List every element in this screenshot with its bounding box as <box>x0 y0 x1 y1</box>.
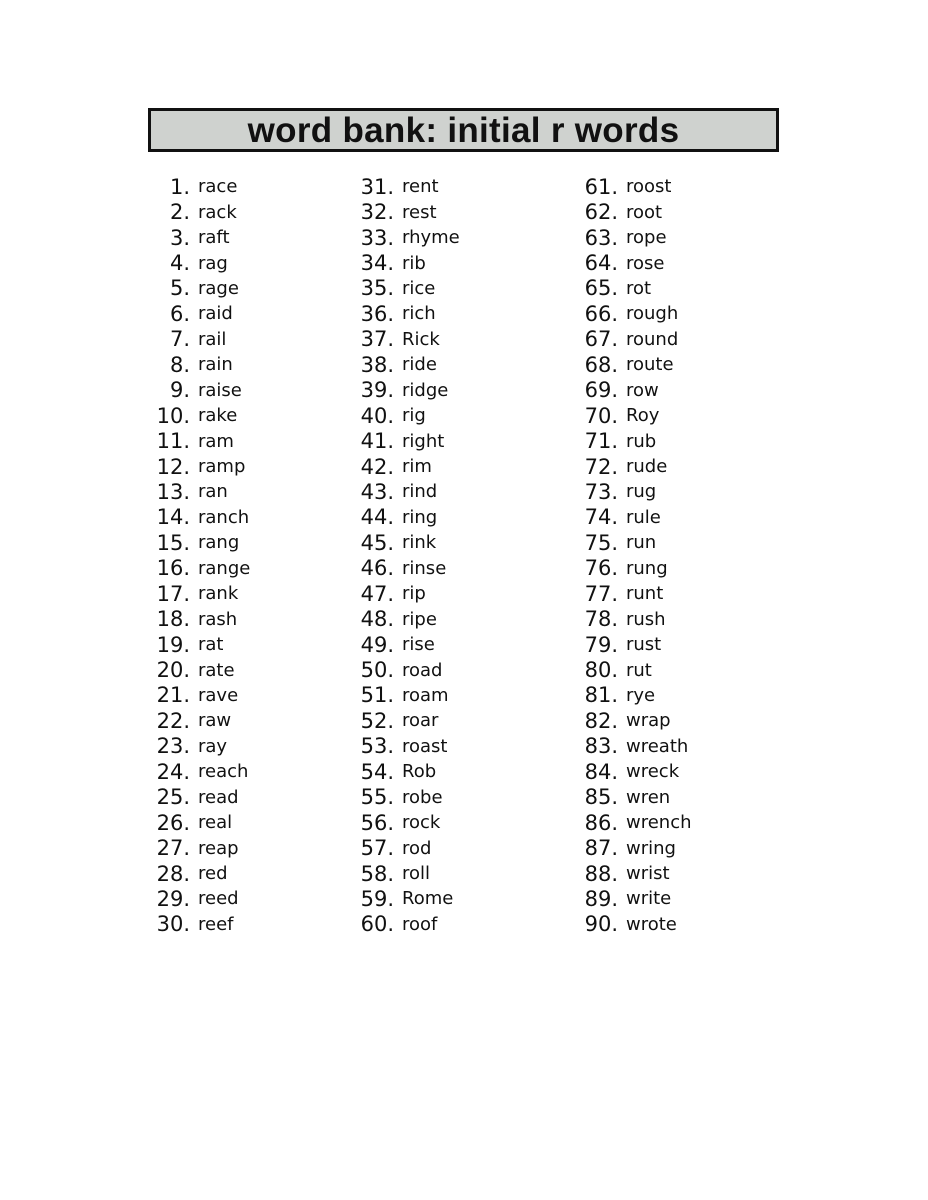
word-text: rose <box>626 252 665 274</box>
word-list-item <box>570 174 692 199</box>
word-number: 18. <box>156 607 190 632</box>
word-text: road <box>402 659 443 681</box>
word-number: 84. <box>584 759 618 784</box>
word-text: rent <box>402 176 439 198</box>
word-list-item <box>142 378 250 403</box>
word-list-item <box>346 810 460 835</box>
word-text: ram <box>198 430 234 452</box>
word-text: ripe <box>402 608 437 630</box>
word-text: Rome <box>402 888 454 910</box>
word-text: rub <box>626 430 657 452</box>
word-number: 24. <box>156 759 190 784</box>
word-list-item <box>346 454 460 479</box>
word-list-item <box>570 327 692 352</box>
word-list-item <box>570 785 692 810</box>
word-list-item <box>570 632 692 657</box>
word-text: rot <box>626 277 652 299</box>
word-number: 66. <box>584 301 618 326</box>
word-text: ray <box>198 735 228 757</box>
word-text: wring <box>626 837 676 859</box>
word-text: run <box>626 532 657 554</box>
word-number: 89. <box>584 886 618 911</box>
word-number: 33. <box>360 225 394 250</box>
word-list-item <box>142 683 250 708</box>
word-number: 73. <box>584 479 618 504</box>
word-text: Rob <box>402 761 437 783</box>
word-number: 48. <box>360 607 394 632</box>
word-number: 44. <box>360 505 394 530</box>
word-number: 90. <box>584 912 618 937</box>
word-list-item <box>570 454 692 479</box>
word-list-item <box>346 632 460 657</box>
word-list-item <box>142 556 250 581</box>
word-list-item <box>346 835 460 860</box>
page-title: word bank: initial r words <box>247 110 680 150</box>
word-list-item <box>346 301 460 326</box>
word-text: rate <box>198 659 235 681</box>
word-text: reef <box>198 913 234 935</box>
word-number: 72. <box>584 454 618 479</box>
word-number: 52. <box>360 708 394 733</box>
word-list-item <box>570 199 692 224</box>
word-number: 23. <box>156 734 190 759</box>
word-list-item <box>142 581 250 606</box>
word-list-item <box>570 428 692 453</box>
word-text: range <box>198 557 251 579</box>
word-text: round <box>626 328 679 350</box>
word-list-item <box>346 378 460 403</box>
word-list-item <box>346 428 460 453</box>
word-number: 5. <box>169 276 190 301</box>
word-number: 8. <box>169 352 190 377</box>
word-number: 11. <box>156 429 190 454</box>
word-text: ran <box>198 481 228 503</box>
word-list-item <box>346 199 460 224</box>
word-text: rice <box>402 277 436 299</box>
word-text: wreck <box>626 761 680 783</box>
word-list-item <box>142 785 250 810</box>
word-list-item <box>570 403 692 428</box>
word-text: rag <box>198 252 228 274</box>
word-number: 51. <box>360 683 394 708</box>
word-number: 10. <box>156 403 190 428</box>
word-text: Roy <box>626 405 660 427</box>
word-number: 43. <box>360 479 394 504</box>
title-banner <box>148 108 779 152</box>
word-text: reap <box>198 837 239 859</box>
word-text: rank <box>198 583 239 605</box>
word-number: 45. <box>360 530 394 555</box>
word-number: 40. <box>360 403 394 428</box>
word-list-item <box>570 581 692 606</box>
word-list-item <box>142 454 250 479</box>
word-number: 82. <box>584 708 618 733</box>
word-list-item <box>346 403 460 428</box>
word-number: 68. <box>584 352 618 377</box>
word-text: rhyme <box>402 227 460 249</box>
word-text: roost <box>626 176 672 198</box>
word-text: wrote <box>626 913 677 935</box>
word-number: 56. <box>360 810 394 835</box>
word-list-item <box>142 505 250 530</box>
word-text: rat <box>198 634 224 656</box>
word-text: row <box>626 379 659 401</box>
word-text: roar <box>402 710 439 732</box>
word-list-item <box>142 428 250 453</box>
word-list-item <box>142 301 250 326</box>
word-number: 71. <box>584 429 618 454</box>
word-list-item <box>142 174 250 199</box>
word-number: 41. <box>360 429 394 454</box>
word-list-item <box>346 276 460 301</box>
word-list-item <box>570 886 692 911</box>
word-list-item <box>346 886 460 911</box>
word-text: rock <box>402 812 441 834</box>
word-number: 26. <box>156 810 190 835</box>
word-list-item <box>346 683 460 708</box>
word-number: 46. <box>360 556 394 581</box>
word-number: 88. <box>584 861 618 886</box>
word-text: rough <box>626 303 679 325</box>
word-number: 63. <box>584 225 618 250</box>
word-number: 81. <box>584 683 618 708</box>
word-number: 7. <box>169 327 190 352</box>
word-text: rind <box>402 481 438 503</box>
word-list-item <box>142 403 250 428</box>
word-text: wrist <box>626 863 670 885</box>
word-list-item <box>142 225 250 250</box>
word-number: 47. <box>360 581 394 606</box>
word-text: runt <box>626 583 664 605</box>
word-number: 65. <box>584 276 618 301</box>
word-number: 13. <box>156 479 190 504</box>
word-text: Rick <box>402 328 440 350</box>
word-list-item <box>142 276 250 301</box>
word-number: 20. <box>156 658 190 683</box>
word-number: 60. <box>360 912 394 937</box>
word-number: 31. <box>360 174 394 199</box>
word-number: 36. <box>360 301 394 326</box>
word-list-item <box>142 810 250 835</box>
word-number: 76. <box>584 556 618 581</box>
word-number: 30. <box>156 912 190 937</box>
word-text: race <box>198 176 238 198</box>
word-list-item <box>142 835 250 860</box>
word-list-item <box>346 785 460 810</box>
word-list-item <box>142 250 250 275</box>
word-list-item <box>570 505 692 530</box>
word-text: raft <box>198 227 230 249</box>
word-number: 4. <box>169 251 190 276</box>
word-text: ranch <box>198 506 250 528</box>
word-list-item <box>570 352 692 377</box>
word-number: 9. <box>169 378 190 403</box>
word-text: rest <box>402 201 437 223</box>
word-list-item <box>142 479 250 504</box>
word-list-item <box>142 708 250 733</box>
word-list-item <box>346 225 460 250</box>
word-text: rinse <box>402 557 447 579</box>
word-list-item <box>346 352 460 377</box>
word-text: rink <box>402 532 437 554</box>
word-text: right <box>402 430 445 452</box>
word-text: roam <box>402 684 449 706</box>
word-list-item <box>346 530 460 555</box>
word-number: 37. <box>360 327 394 352</box>
word-list-item <box>142 327 250 352</box>
word-text: ridge <box>402 379 449 401</box>
word-text: rule <box>626 506 661 528</box>
word-list-item <box>142 861 250 886</box>
word-number: 77. <box>584 581 618 606</box>
word-number: 75. <box>584 530 618 555</box>
word-column-3 <box>570 174 692 937</box>
word-number: 64. <box>584 251 618 276</box>
word-text: ramp <box>198 456 246 478</box>
word-number: 3. <box>169 225 190 250</box>
word-text: rung <box>626 557 668 579</box>
word-text: red <box>198 863 228 885</box>
word-list-item <box>570 276 692 301</box>
word-list-item <box>142 530 250 555</box>
word-number: 62. <box>584 200 618 225</box>
word-text: rain <box>198 354 233 376</box>
word-number: 27. <box>156 836 190 861</box>
word-number: 79. <box>584 632 618 657</box>
word-number: 85. <box>584 785 618 810</box>
word-list-item <box>142 734 250 759</box>
word-list-item <box>570 556 692 581</box>
word-number: 14. <box>156 505 190 530</box>
word-number: 38. <box>360 352 394 377</box>
word-number: 34. <box>360 251 394 276</box>
word-list-item <box>346 250 460 275</box>
word-number: 35. <box>360 276 394 301</box>
word-text: rage <box>198 277 239 299</box>
word-list-item <box>346 505 460 530</box>
word-number: 15. <box>156 530 190 555</box>
word-number: 59. <box>360 886 394 911</box>
word-number: 16. <box>156 556 190 581</box>
word-number: 54. <box>360 759 394 784</box>
word-list-item <box>570 250 692 275</box>
word-list-item <box>142 912 250 937</box>
word-number: 74. <box>584 505 618 530</box>
word-number: 78. <box>584 607 618 632</box>
word-list-item <box>570 734 692 759</box>
word-list-item <box>570 530 692 555</box>
word-text: rave <box>198 684 239 706</box>
word-list-item <box>346 734 460 759</box>
word-number: 19. <box>156 632 190 657</box>
word-text: rude <box>626 456 668 478</box>
word-text: write <box>626 888 672 910</box>
word-list-item <box>346 708 460 733</box>
word-text: route <box>626 354 674 376</box>
word-list-item <box>346 759 460 784</box>
word-list-item <box>142 199 250 224</box>
word-list-item <box>142 632 250 657</box>
word-list-item <box>142 759 250 784</box>
word-list-item <box>570 301 692 326</box>
word-list-item <box>346 657 460 682</box>
word-list-item <box>142 886 250 911</box>
word-text: wreath <box>626 735 689 757</box>
word-number: 58. <box>360 861 394 886</box>
word-number: 17. <box>156 581 190 606</box>
word-text: reed <box>198 888 239 910</box>
word-list-item <box>346 556 460 581</box>
word-text: raid <box>198 303 233 325</box>
word-list-item <box>570 861 692 886</box>
word-list-item <box>142 352 250 377</box>
word-number: 57. <box>360 836 394 861</box>
word-number: 6. <box>169 301 190 326</box>
word-text: rust <box>626 634 662 656</box>
word-text: rake <box>198 405 238 427</box>
word-text: rail <box>198 328 227 350</box>
word-text: raw <box>198 710 232 732</box>
word-text: robe <box>402 786 443 808</box>
word-number: 21. <box>156 683 190 708</box>
word-list-item <box>570 225 692 250</box>
word-number: 1. <box>169 174 190 199</box>
word-number: 39. <box>360 378 394 403</box>
word-number: 61. <box>584 174 618 199</box>
word-number: 69. <box>584 378 618 403</box>
word-text: rug <box>626 481 657 503</box>
word-list-item <box>346 606 460 631</box>
word-text: rim <box>402 456 432 478</box>
word-text: rise <box>402 634 435 656</box>
word-text: roll <box>402 863 431 885</box>
word-number: 22. <box>156 708 190 733</box>
word-column-2 <box>346 174 460 937</box>
word-number: 86. <box>584 810 618 835</box>
word-text: rye <box>626 684 656 706</box>
word-number: 32. <box>360 200 394 225</box>
word-number: 25. <box>156 785 190 810</box>
word-number: 83. <box>584 734 618 759</box>
word-list-item <box>570 606 692 631</box>
word-text: rut <box>626 659 652 681</box>
word-list-item <box>346 861 460 886</box>
word-list-item <box>346 479 460 504</box>
word-number: 12. <box>156 454 190 479</box>
word-text: reach <box>198 761 249 783</box>
word-number: 80. <box>584 658 618 683</box>
word-text: rig <box>402 405 426 427</box>
word-text: read <box>198 786 239 808</box>
word-text: ring <box>402 506 438 528</box>
word-list-item <box>346 327 460 352</box>
word-text: wrench <box>626 812 692 834</box>
word-column-1 <box>142 174 250 937</box>
word-number: 49. <box>360 632 394 657</box>
word-text: rack <box>198 201 237 223</box>
word-text: rash <box>198 608 238 630</box>
word-list-item <box>142 657 250 682</box>
word-text: rod <box>402 837 432 859</box>
word-text: rip <box>402 583 426 605</box>
word-list-item <box>570 759 692 784</box>
word-number: 28. <box>156 861 190 886</box>
word-text: rib <box>402 252 426 274</box>
word-list-item <box>346 581 460 606</box>
word-text: roast <box>402 735 448 757</box>
word-text: wren <box>626 786 671 808</box>
word-text: rang <box>198 532 240 554</box>
word-text: ride <box>402 354 437 376</box>
word-number: 29. <box>156 886 190 911</box>
word-text: real <box>198 812 233 834</box>
word-list-item <box>570 912 692 937</box>
word-list-item <box>570 479 692 504</box>
word-text: rope <box>626 227 667 249</box>
word-text: rush <box>626 608 666 630</box>
word-list-item <box>570 835 692 860</box>
word-number: 2. <box>169 200 190 225</box>
word-list-item <box>346 912 460 937</box>
word-text: raise <box>198 379 242 401</box>
word-number: 70. <box>584 403 618 428</box>
word-list-item <box>570 708 692 733</box>
word-list-item <box>570 657 692 682</box>
word-list-item <box>570 378 692 403</box>
word-list-item <box>346 174 460 199</box>
word-number: 55. <box>360 785 394 810</box>
word-number: 67. <box>584 327 618 352</box>
word-number: 87. <box>584 836 618 861</box>
word-list-item <box>570 683 692 708</box>
word-text: roof <box>402 913 438 935</box>
word-list-item <box>570 810 692 835</box>
word-number: 42. <box>360 454 394 479</box>
word-list-item <box>142 606 250 631</box>
word-text: wrap <box>626 710 671 732</box>
word-number: 53. <box>360 734 394 759</box>
word-text: root <box>626 201 663 223</box>
word-number: 50. <box>360 658 394 683</box>
word-text: rich <box>402 303 436 325</box>
